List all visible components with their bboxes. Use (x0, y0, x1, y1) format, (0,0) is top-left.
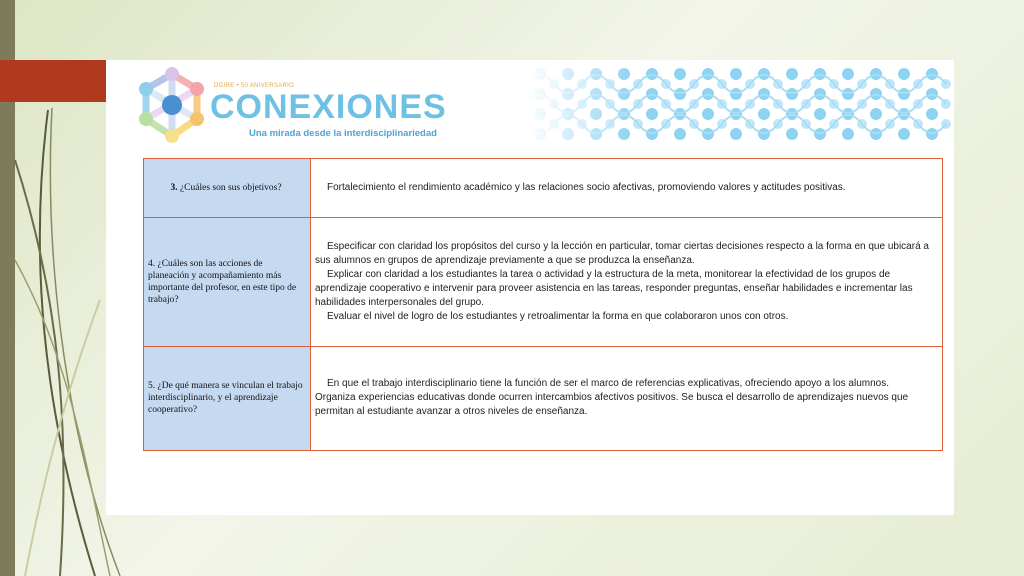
question-number: 3. (170, 183, 178, 194)
table-row (144, 218, 943, 346)
logo-title: CONEXIONES (210, 88, 447, 126)
answer-cell (311, 346, 943, 450)
logo-overline: DGIRE • 50 ANIVERSARIO (214, 83, 295, 89)
logo-subtitle: Una mirada desde la interdisciplinariedad (249, 128, 437, 139)
answer-paragraph: Evaluar el nivel de logro de los estudiantes y retroalimentar la forma en que colaboraron unos con otros. (327, 310, 789, 322)
slide-content (106, 60, 954, 515)
answer-paragraph: En que el trabajo interdisciplinario tiene la función de ser el marco de referencias explicativas, ofreciendo apoyo a los alumnos. Organiza experiencias educativas donde ocurren intercambios afectivos positivos. Se busca el desarrollo de aprendizajes nuevos que permitan al estudiante avanzar a otros niveles de enseñanza. (315, 378, 909, 418)
question-text: 4. ¿Cuáles son las acciones de planeación y acompañamiento más importante del profesor, en este tipo de trabajo? (148, 258, 297, 305)
table-row (144, 159, 943, 218)
question-text: ¿Cuáles son sus objetivos? (177, 183, 282, 194)
answer-paragraph: Especificar con claridad los propósitos del curso y la lección en particular, tomar ciertas decisiones respecto a la forma en que ubicará a sus alumnos en grupos de aprendizaje previamente a que se produzca la enseñanza. (315, 240, 929, 266)
answer-cell (311, 218, 943, 346)
qa-table (143, 158, 943, 451)
answer-paragraph: Explicar con claridad a los estudiantes la tarea o actividad y la estructura de la meta, monitorear la efectividad de los grupos de aprendizaje cooperativo e intervenir para proveer asistencia en las tareas, responder preguntas, enseñar habilidades e incrementar las habilidades interpersonales del grupo. (315, 268, 913, 308)
question-cell (144, 346, 311, 450)
conexiones-logo (132, 64, 447, 150)
answer-paragraph: Fortalecimiento el rendimiento académico y las relaciones socio afectivas, promoviendo valores y actitudes positivas. (327, 182, 846, 194)
question-text: 5. ¿De qué manera se vinculan el trabajo interdisciplinario, y el aprendizaje cooperativo? (148, 381, 303, 416)
accent-tab (0, 60, 106, 102)
table-row (144, 346, 943, 450)
answer-cell (311, 159, 943, 218)
network-logo-icon (132, 64, 212, 150)
question-cell (144, 218, 311, 346)
question-cell (144, 159, 311, 218)
bubble-pattern-decoration (526, 66, 954, 146)
